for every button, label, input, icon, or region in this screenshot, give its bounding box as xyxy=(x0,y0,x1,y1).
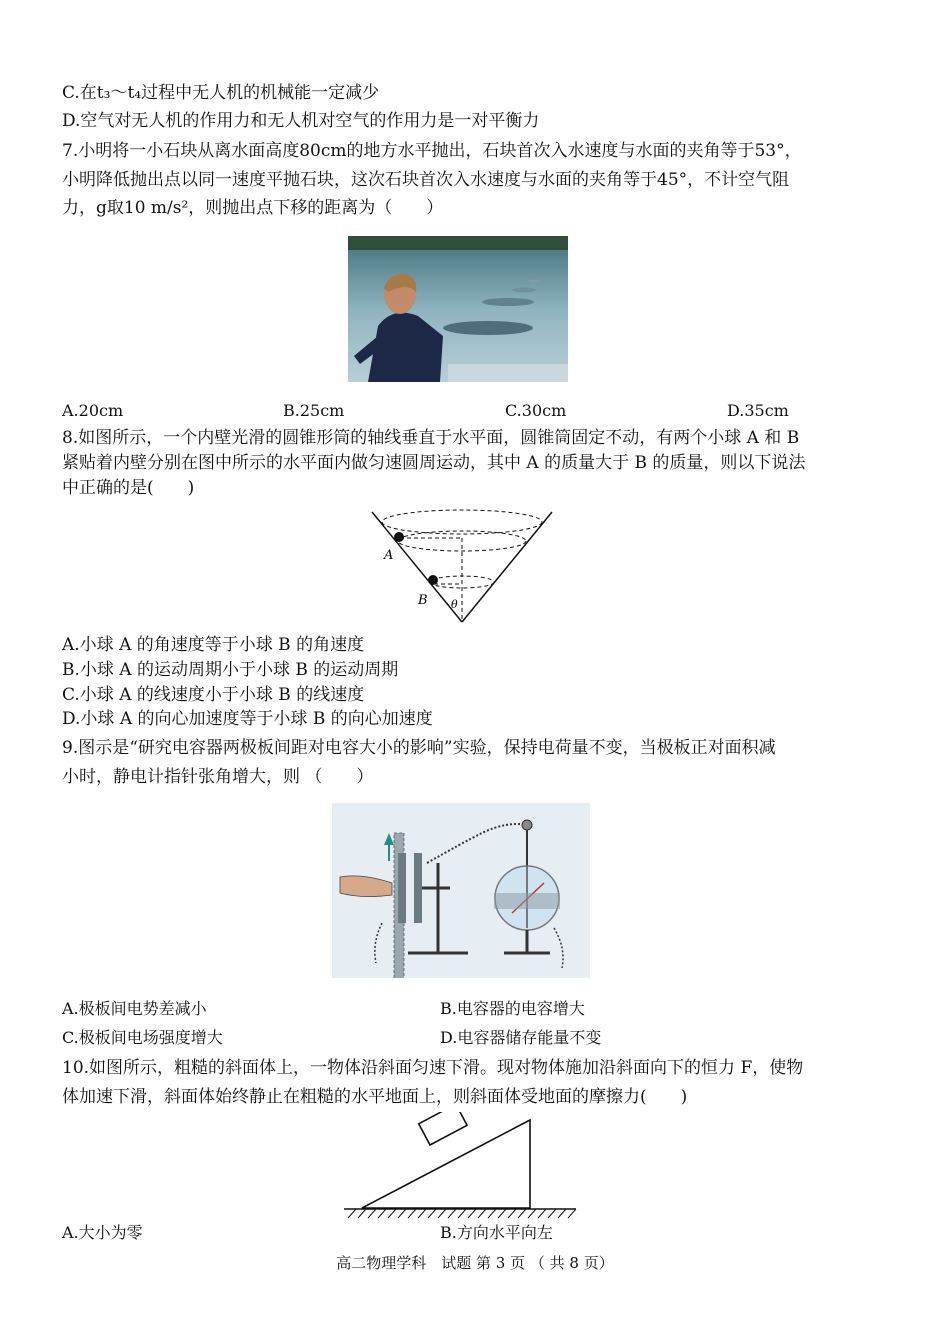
q7-option-b: B.25cm xyxy=(283,401,345,420)
q7-option-d: D.35cm xyxy=(727,401,789,420)
q9-option-d: D.电容器储存能量不变 xyxy=(440,1028,602,1047)
q10-option-b: B.方向水平向左 xyxy=(440,1223,553,1242)
q10-option-a: A.大小为零 xyxy=(62,1223,143,1242)
q8-option-b: B.小球 A 的运动周期小于小球 B 的运动周期 xyxy=(62,660,399,680)
q6-option-d: D.空气对无人机的作用力和无人机对空气的作用力是一对平衡力 xyxy=(62,111,540,131)
cone-diagram xyxy=(360,508,560,628)
page-footer: 高二物理学科 试题 第 3 页 （ 共 8 页） xyxy=(336,1254,614,1272)
q7-stem-line3: 力，g取10 m/s²，则抛出点下移的距离为（ ） xyxy=(62,198,444,218)
q6-option-c: C.在t₃～t₄过程中无人机的机械能一定减少 xyxy=(62,83,380,103)
q9-stem-line2: 小时，静电计指针张角增大，则 （ ） xyxy=(62,767,374,787)
q7-option-c: C.30cm xyxy=(505,401,567,420)
label-theta: θ xyxy=(451,598,458,611)
block xyxy=(419,1112,467,1145)
q7-stem-line2: 小明降低抛出点以同一速度平抛石块，这次石块首次入水速度与水面的夹角等于45°，不计空气阻 xyxy=(62,170,790,190)
q7-option-a: A.20cm xyxy=(62,401,124,420)
label-b: B xyxy=(418,593,428,608)
q9-stem-line1: 9.图示是“研究电容器两极板间距对电容大小的影响”实验，保持电荷量不变，当极板正对面积减 xyxy=(62,738,776,758)
q8-stem-line3: 中正确的是( ) xyxy=(62,478,195,498)
ball-a xyxy=(394,532,404,542)
q9-option-a: A.极板间电势差减小 xyxy=(62,999,207,1018)
q8-stem-line2: 紧贴着内壁分别在图中所示的水平面内做匀速圆周运动，其中 A 的质量大于 B 的质量，则以下说法 xyxy=(62,453,806,473)
incline-diagram xyxy=(344,1112,584,1220)
ball-b xyxy=(428,575,438,585)
q10-stem-line1: 10.如图所示，粗糙的斜面体上，一物体沿斜面匀速下滑。现对物体施加沿斜面向下的恒力 F，使物 xyxy=(62,1058,804,1078)
boy-skipping-stone-photo xyxy=(348,236,568,382)
q8-stem-line1: 8.如图所示，一个内壁光滑的圆锥形筒的轴线垂直于水平面，圆锥筒固定不动，有两个小球 A 和 B xyxy=(62,428,800,448)
q9-option-b: B.电容器的电容增大 xyxy=(440,999,585,1018)
q8-option-a: A.小球 A 的角速度等于小球 B 的角速度 xyxy=(62,635,365,655)
q8-option-d: D.小球 A 的向心加速度等于小球 B 的向心加速度 xyxy=(62,709,433,729)
q9-option-c: C.极板间电场强度增大 xyxy=(62,1028,223,1047)
q8-option-c: C.小球 A 的线速度小于小球 B 的线速度 xyxy=(62,685,365,705)
q7-stem-line1: 7.小明将一小石块从离水面高度80cm的地方水平抛出，石块首次入水速度与水面的夹角等于53°， xyxy=(62,141,802,161)
label-a: A xyxy=(384,548,394,563)
capacitor-experiment-figure xyxy=(332,803,590,978)
q10-stem-line2: 体加速下滑，斜面体始终静止在粗糙的水平地面上，则斜面体受地面的摩擦力( ) xyxy=(62,1087,688,1107)
